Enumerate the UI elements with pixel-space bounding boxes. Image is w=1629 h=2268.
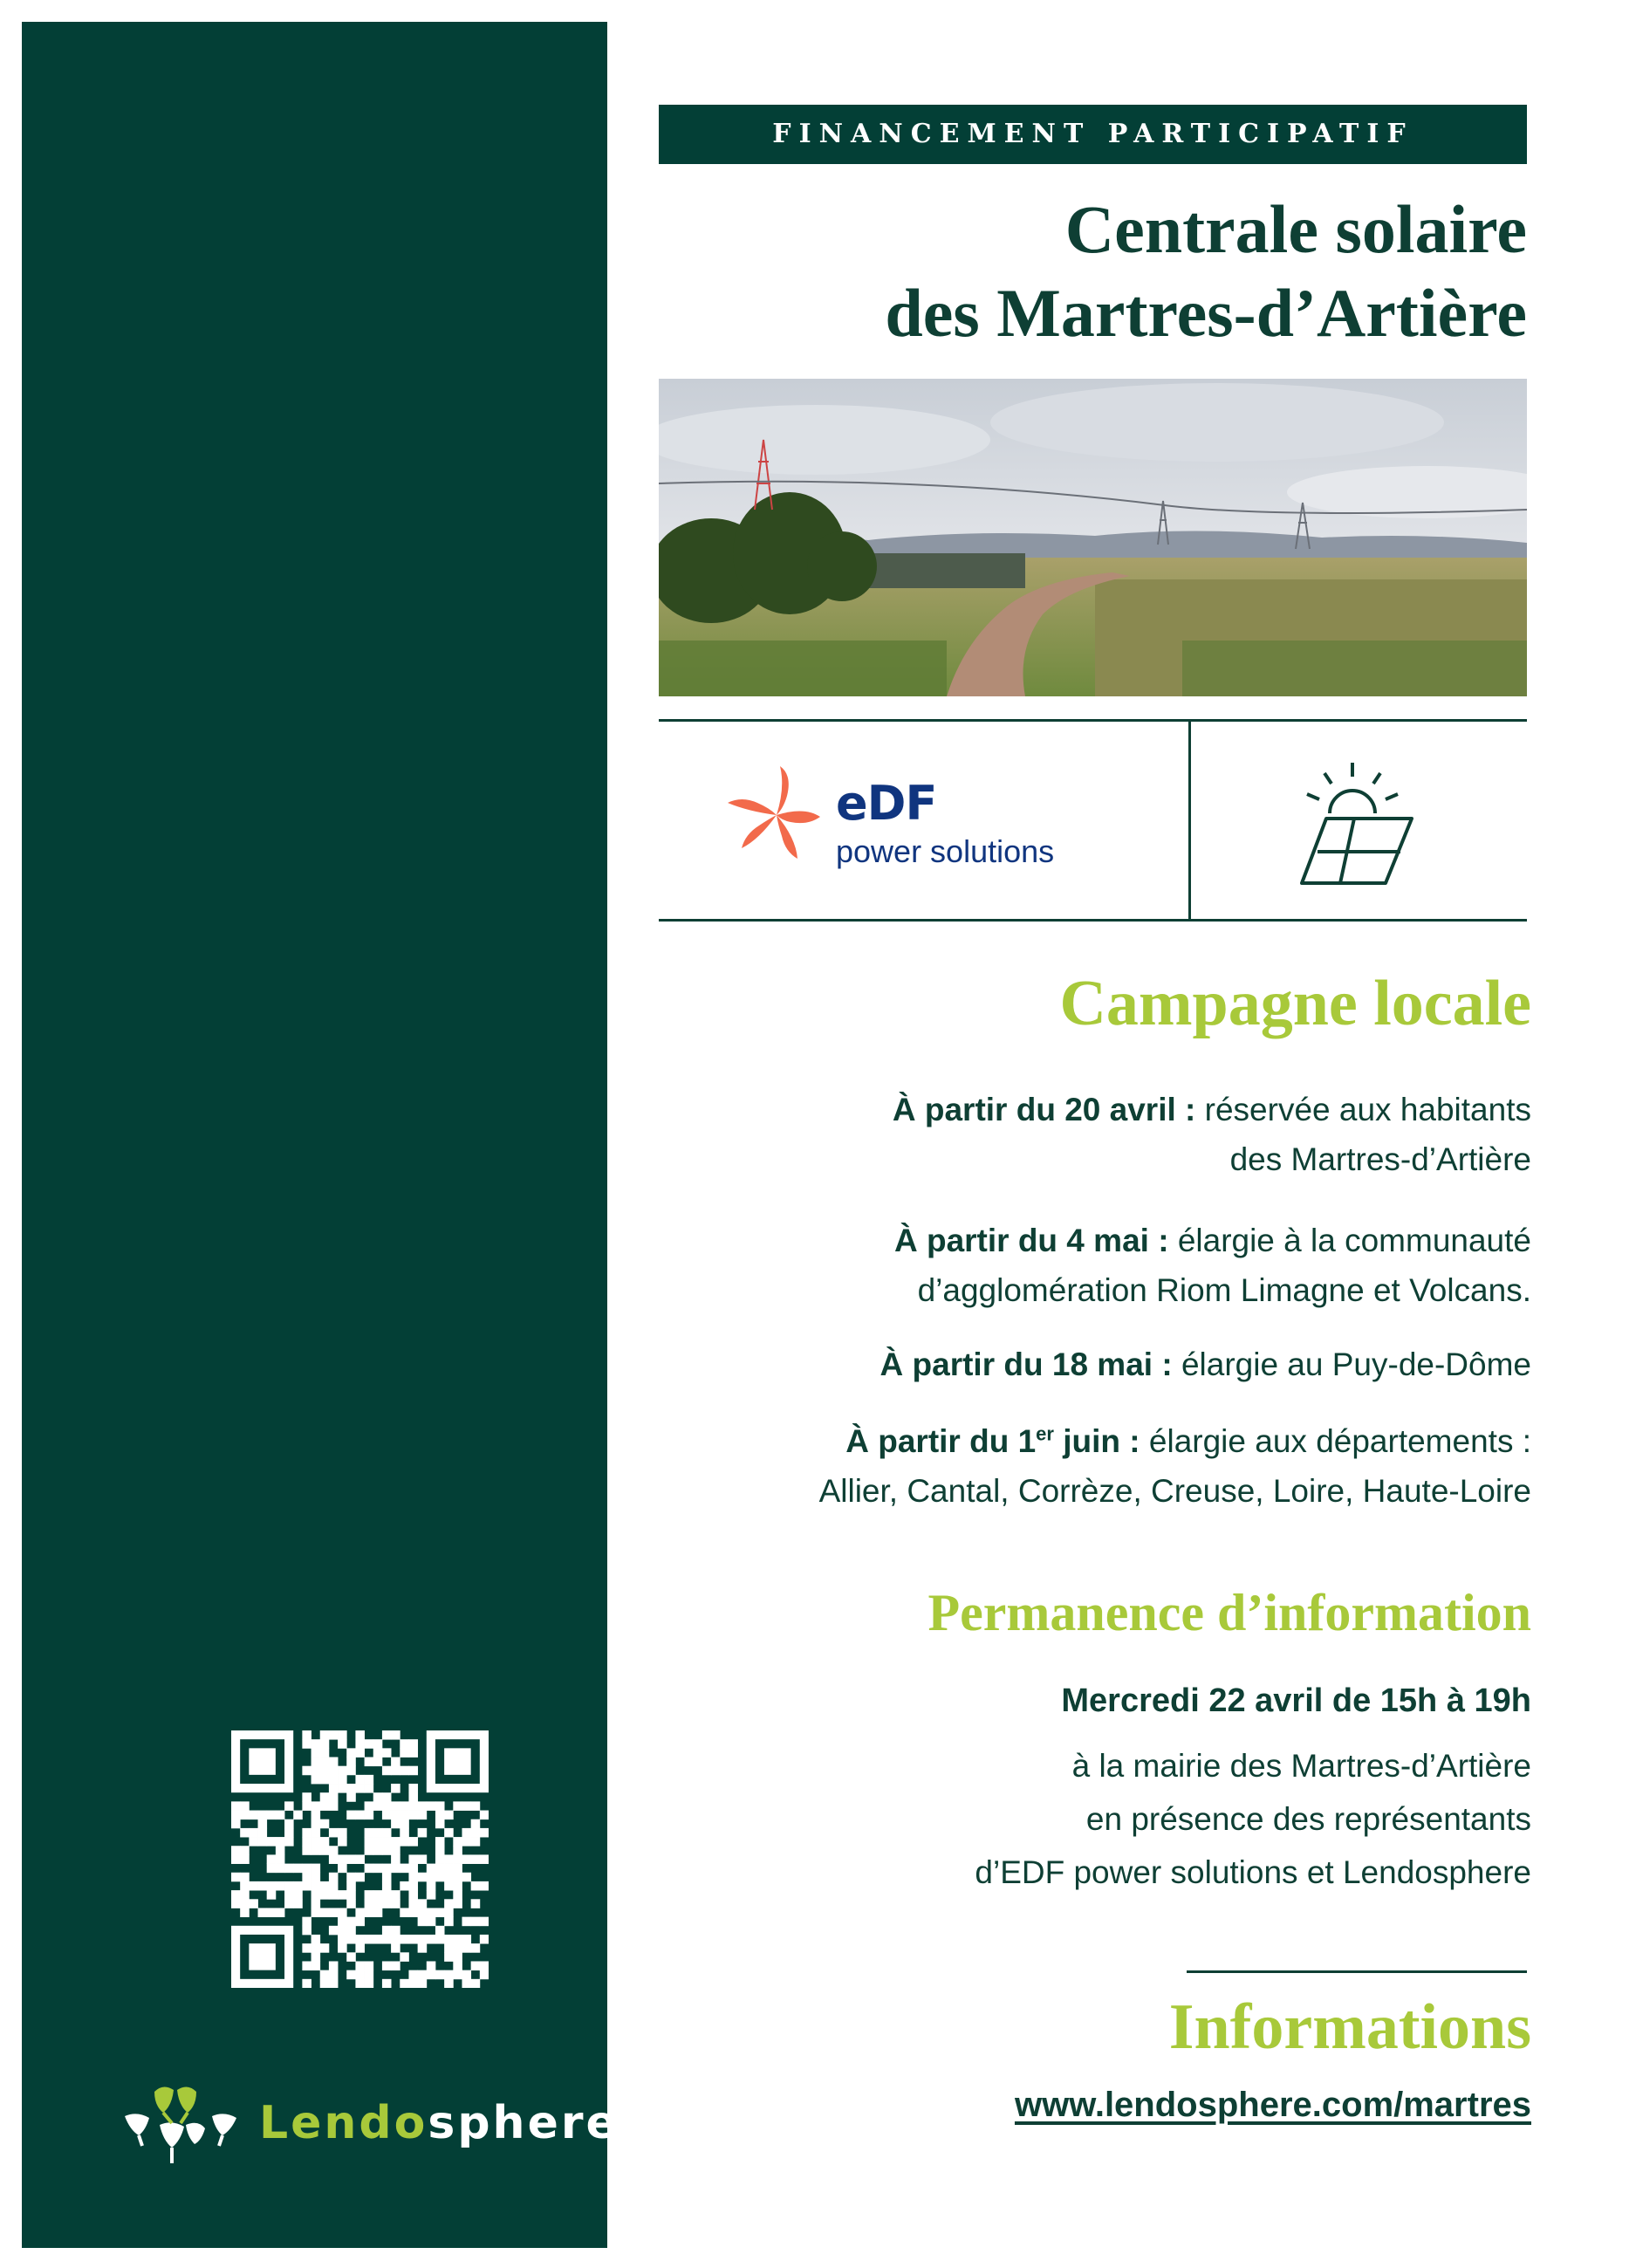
sidebar-panel: [22, 22, 619, 2248]
edf-flower-icon: [724, 761, 829, 874]
campaign-text-1b: des Martres-d’Artière: [1229, 1141, 1531, 1177]
solar-panel-sun-icon: [1300, 756, 1415, 892]
campaign-item-4: [659, 1416, 1531, 1516]
permanence-line3: d’EDF power solutions et Lendosphere: [975, 1854, 1531, 1890]
title-line2: des Martres-d’Artière: [885, 275, 1527, 351]
permanence-details: [746, 1739, 1531, 1899]
campaign-text-2a: élargie à la communauté: [1177, 1223, 1531, 1258]
permanence-date: Mercredi 22 avril de 15h à 19h: [1061, 1682, 1531, 1719]
permanence-line2: en présence des représentants: [1085, 1801, 1531, 1837]
section-divider: [1187, 1970, 1527, 1973]
informations-heading: Informations: [1168, 1991, 1531, 2063]
campaign-text-3a: élargie au Puy-de-Dôme: [1181, 1346, 1531, 1382]
divider-top: [659, 719, 1527, 722]
brand-part2: sphere: [428, 2097, 619, 2149]
edf-subtitle: power solutions: [836, 833, 1055, 869]
partners-box: [659, 719, 1527, 922]
campaign-item-2: [659, 1216, 1531, 1315]
title-line1: Centrale solaire: [1064, 191, 1527, 267]
permanence-line1: à la mairie des Martres-d’Artière: [1071, 1748, 1531, 1784]
campaign-date-4-sup: er: [1036, 1422, 1054, 1445]
campaign-date-3: À partir du 18 mai :: [880, 1346, 1173, 1382]
campaign-text-1a: réservée aux habitants: [1204, 1092, 1531, 1127]
campaign-text-4a: élargie aux départements :: [1148, 1423, 1531, 1459]
website-link[interactable]: www.lendosphere.com/martres: [1014, 2086, 1531, 2124]
campaign-date-4b: juin :: [1053, 1423, 1140, 1459]
brand-part1: Lendo: [259, 2097, 428, 2149]
campaign-item-1: [659, 1085, 1531, 1184]
campaign-date-4a: À partir du 1: [845, 1423, 1037, 1459]
campaign-item-3: [659, 1340, 1531, 1389]
edf-logo: [724, 761, 1108, 883]
campaign-date-2: À partir du 4 mai :: [893, 1223, 1169, 1258]
campaign-date-1: À partir du 20 avril :: [892, 1092, 1196, 1127]
qr-code-icon[interactable]: [231, 1730, 489, 1988]
ginkgo-leaves-icon: [120, 2080, 242, 2167]
lendosphere-wordmark: [259, 2097, 619, 2149]
divider-bottom: [659, 919, 1527, 922]
permanence-heading: Permanence d’information: [927, 1584, 1531, 1641]
divider-vertical: [1188, 719, 1191, 922]
edf-name: eDF: [836, 776, 937, 831]
category-band: FINANCEMENT PARTICIPATIF: [659, 105, 1527, 164]
campaign-text-2b: d’agglomération Riom Limagne et Volcans.: [917, 1272, 1531, 1308]
campaign-heading: Campagne locale: [1059, 968, 1531, 1039]
campaign-date-4: [845, 1423, 1140, 1459]
landscape-photo: [659, 379, 1527, 696]
campaign-text-4b: Allier, Cantal, Corrèze, Creuse, Loire, Haute-Loire: [818, 1473, 1531, 1509]
page-title: [654, 188, 1527, 355]
lendosphere-logo: [120, 2080, 619, 2167]
